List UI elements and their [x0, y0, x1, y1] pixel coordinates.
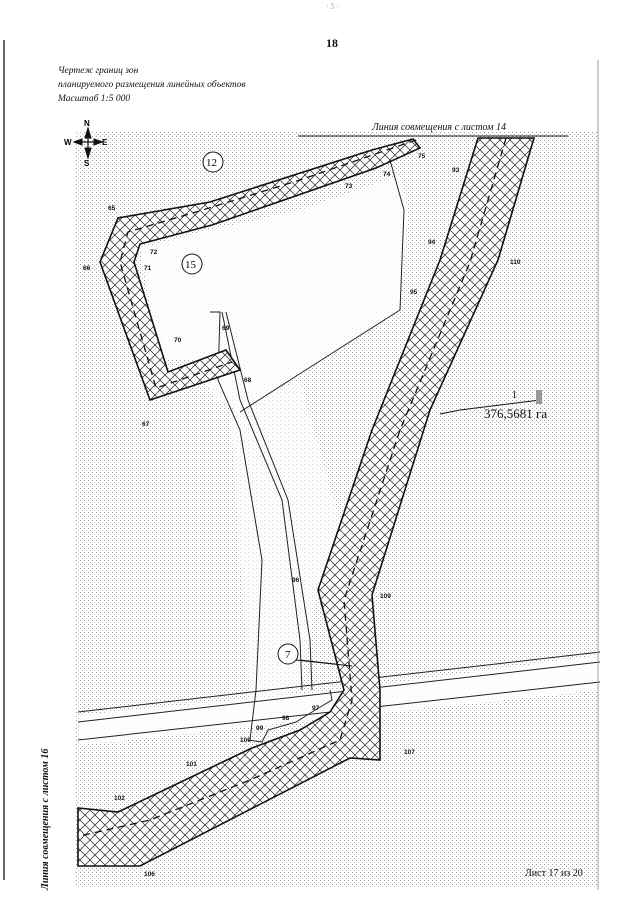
- pt-107: 107: [404, 749, 415, 756]
- top-combine-line-label: Линия совмещения с листом 14: [372, 122, 507, 133]
- pt-66: 66: [83, 265, 91, 272]
- pt-94: 94: [428, 239, 436, 246]
- pt-101: 101: [186, 761, 197, 768]
- zone-label-7: 7: [285, 649, 291, 661]
- pt-102: 102: [114, 795, 125, 802]
- compass-w: W: [64, 138, 72, 147]
- pt-65: 65: [108, 205, 116, 212]
- area-marker: 1: [512, 390, 517, 401]
- header-line-1: Чертеж границ зон: [58, 66, 139, 76]
- header-line-2: планируемого размещения линейных объектов: [58, 80, 246, 90]
- pt-74: 74: [383, 171, 391, 178]
- compass-s: S: [84, 159, 90, 168]
- pt-71: 71: [144, 265, 152, 272]
- zone-label-15: 15: [185, 259, 196, 271]
- pt-93: 93: [452, 167, 460, 174]
- pt-69: 69: [222, 325, 230, 332]
- zone-label-12: 12: [206, 157, 217, 169]
- pt-72: 72: [150, 249, 158, 256]
- sheet-number: Лист 17 из 20: [525, 868, 583, 879]
- area-label: 376,5681 га: [484, 406, 548, 421]
- pt-70: 70: [174, 337, 182, 344]
- pt-110: 110: [510, 259, 521, 266]
- pt-68: 68: [244, 377, 252, 384]
- pt-96: 96: [292, 577, 300, 584]
- drawing-header: [58, 64, 246, 106]
- page-number: 18: [326, 36, 338, 50]
- header-line-3: Масштаб 1:5 000: [58, 94, 131, 104]
- pt-67: 67: [142, 421, 150, 428]
- pt-106: 106: [144, 871, 155, 878]
- pt-99: 99: [256, 725, 264, 732]
- pt-73: 73: [345, 183, 353, 190]
- side-combine-line-label: Линия совмещения с листом 16: [40, 748, 51, 890]
- pt-97: 97: [312, 705, 320, 712]
- compass-n: N: [84, 119, 90, 128]
- scan-mark: · 5 ·: [326, 2, 340, 11]
- compass-e: E: [102, 138, 108, 147]
- terrain-background: [76, 132, 600, 887]
- pt-109: 109: [380, 593, 391, 600]
- pt-100: 100: [240, 737, 251, 744]
- pt-75: 75: [418, 153, 426, 160]
- pt-95: 95: [410, 289, 418, 296]
- pt-98: 98: [282, 715, 290, 722]
